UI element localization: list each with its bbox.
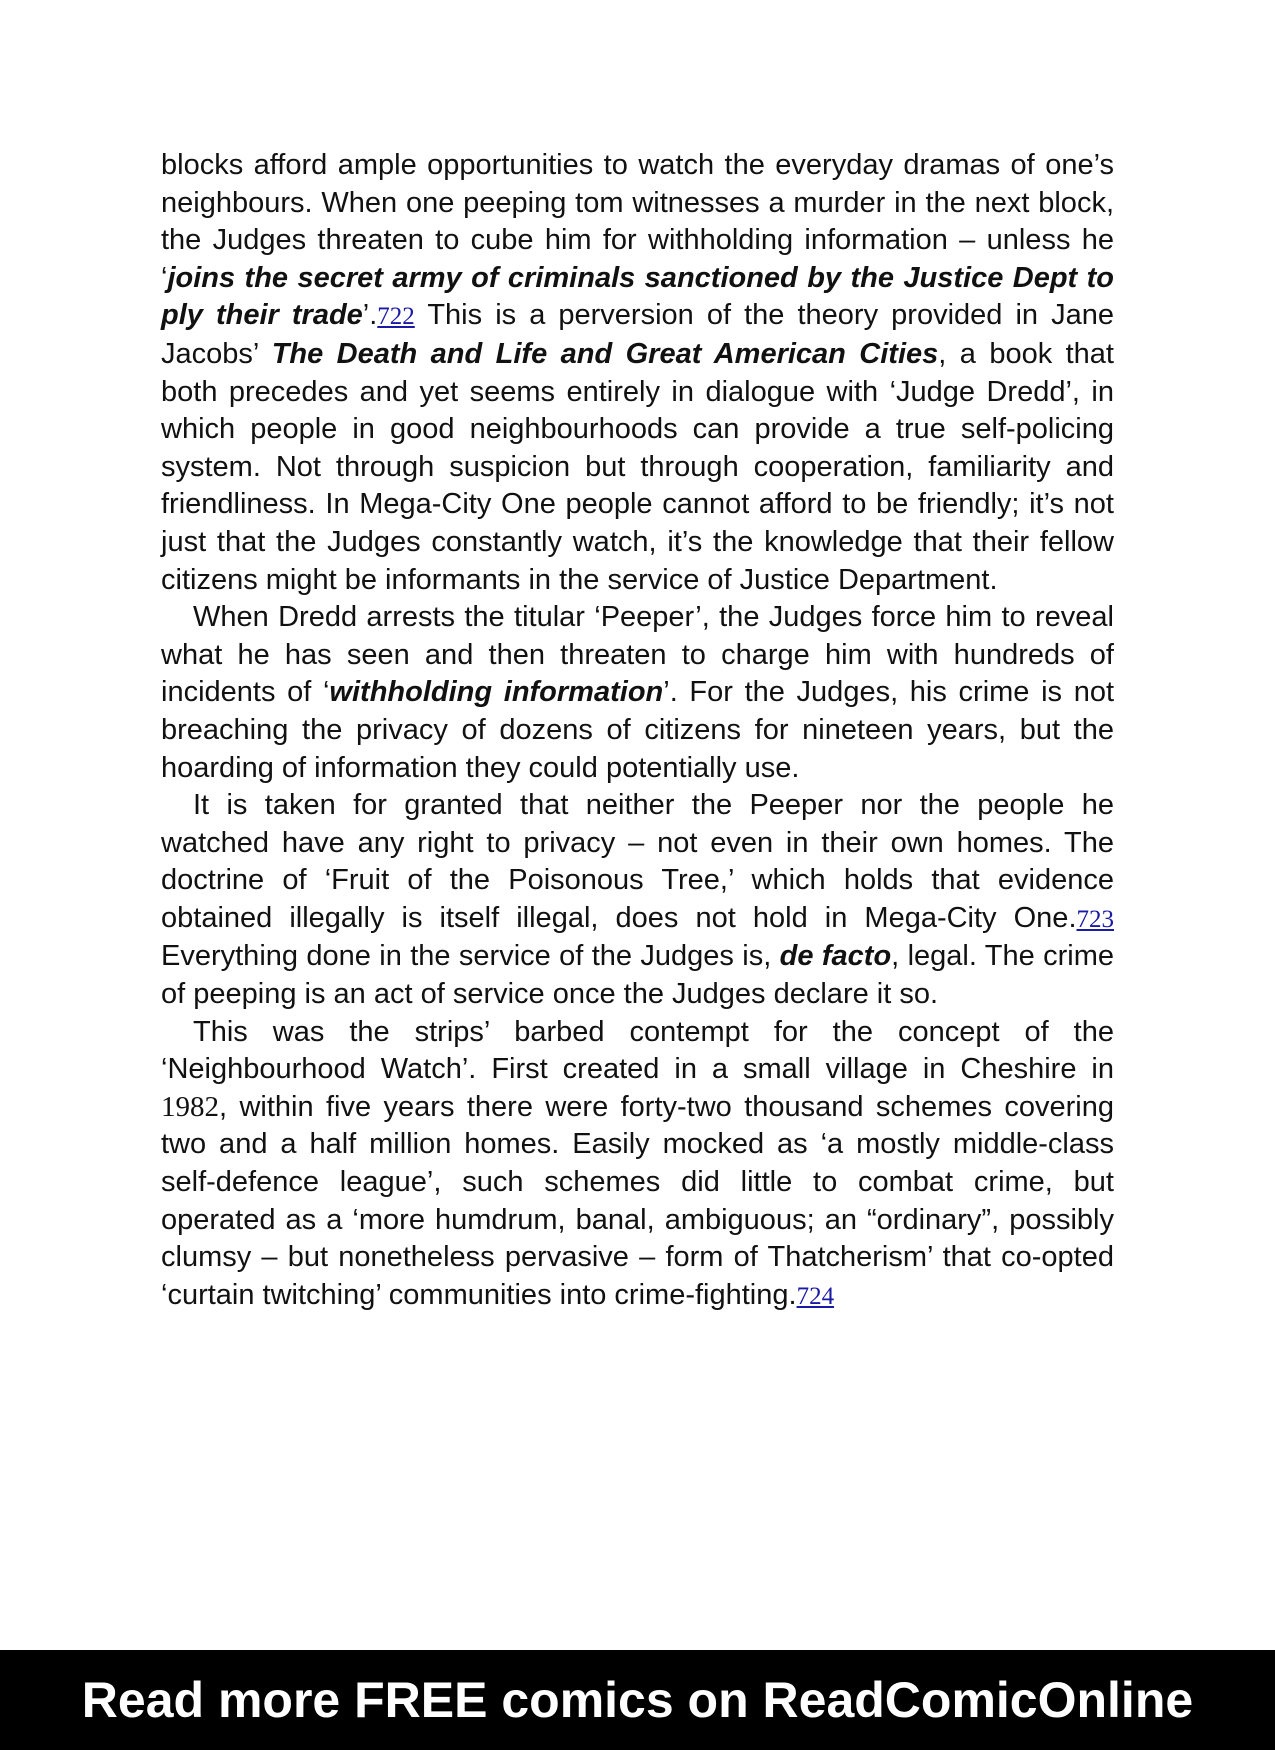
page-body-text xyxy=(161,147,1114,1315)
paragraph-1 xyxy=(161,147,1114,599)
quote-withholding-information: withholding information xyxy=(329,676,664,709)
paragraph-3 xyxy=(161,787,1114,1014)
paragraph-1-text-d: This is a perversion of the theory provided in Jane Jacobs’ xyxy=(161,299,1114,370)
paragraph-3-text-b: Everything done in the service of the Judges is, xyxy=(161,940,780,973)
paragraph-2-text-a: When Dredd arrests the titular ‘Peeper’, the Judges force him to reveal what he has seen and then threaten to charge him with hundreds of incidents of ‘ xyxy=(161,601,1114,709)
paragraph-3-text-a: It is taken for granted that neither the Peeper nor the people he watched have any right to privacy – not even in their own homes. The doctrine of ‘Fruit of the Poisonous Tree,’ which holds that evidence obtained illegally is itself illegal, does not hold in Mega-City One. xyxy=(161,789,1114,934)
paragraph-1-text-c: ’. xyxy=(362,299,378,332)
paragraph-1-text-f: , a book that both precedes and yet seems entirely in dialogue with ‘Judge Dredd’, in which people in good neighbourhoods can provide a true self-policing system. Not through suspicion but through cooperation, familiarity and friendliness. In Mega-City One people cannot afford to be friendly; it’s not just that the Judges constantly watch, it’s the knowledge that their fellow citizens might be informants in the service of Justice Department. xyxy=(161,337,1114,596)
term-de-facto: de facto xyxy=(779,940,892,973)
paragraph-4-text-a: This was the strips’ barbed contempt for the concept of the ‘Neighbourhood Watch’. First created in a small village in Cheshire in xyxy=(161,1015,1114,1086)
quote-secret-army: joins the secret army of criminals sanctioned by the Justice Dept to ply their trade xyxy=(161,261,1114,332)
paragraph-3-text-d: , legal. The crime of peeping is an act of service once the Judges declare it so. xyxy=(161,940,1115,1011)
promo-banner-text: Read more FREE comics on ReadComicOnline xyxy=(81,1672,1194,1728)
promo-banner[interactable] xyxy=(0,1650,1275,1750)
footnote-link-724[interactable]: 724 xyxy=(796,1282,835,1310)
paragraph-2 xyxy=(161,599,1114,787)
footnote-link-723[interactable]: 723 xyxy=(1076,905,1114,933)
paragraph-4 xyxy=(161,1014,1114,1316)
paragraph-4-text-b: , within five years there were forty-two thousand schemes covering two and a half million homes. Easily mocked as ‘a mostly middle-class self-defence league’, such schemes did little to combat crime, but operated as a ‘more humdrum, banal, ambiguous; an “ordinary”, possibly clumsy – but nonetheless pervasive – form of Thatcherism’ that co-opted ‘curtain twitching’ communities into crime-fighting. xyxy=(161,1090,1114,1311)
book-title: The Death and Life and Great American Cities xyxy=(271,337,939,370)
paragraph-2-text-c: ’. For the Judges, his crime is not breaching the privacy of dozens of citizens for nineteen years, but the hoarding of information they could potentially use. xyxy=(161,676,1115,784)
footnote-link-722[interactable]: 722 xyxy=(377,303,415,331)
paragraph-1-text-a: blocks afford ample opportunities to watch the everyday dramas of one’s neighbours. When one peeping tom witnesses a murder in the next block, the Judges threaten to cube him for withholding information – unless he ‘ xyxy=(161,149,1114,294)
year-1982: 1982 xyxy=(161,1090,219,1123)
